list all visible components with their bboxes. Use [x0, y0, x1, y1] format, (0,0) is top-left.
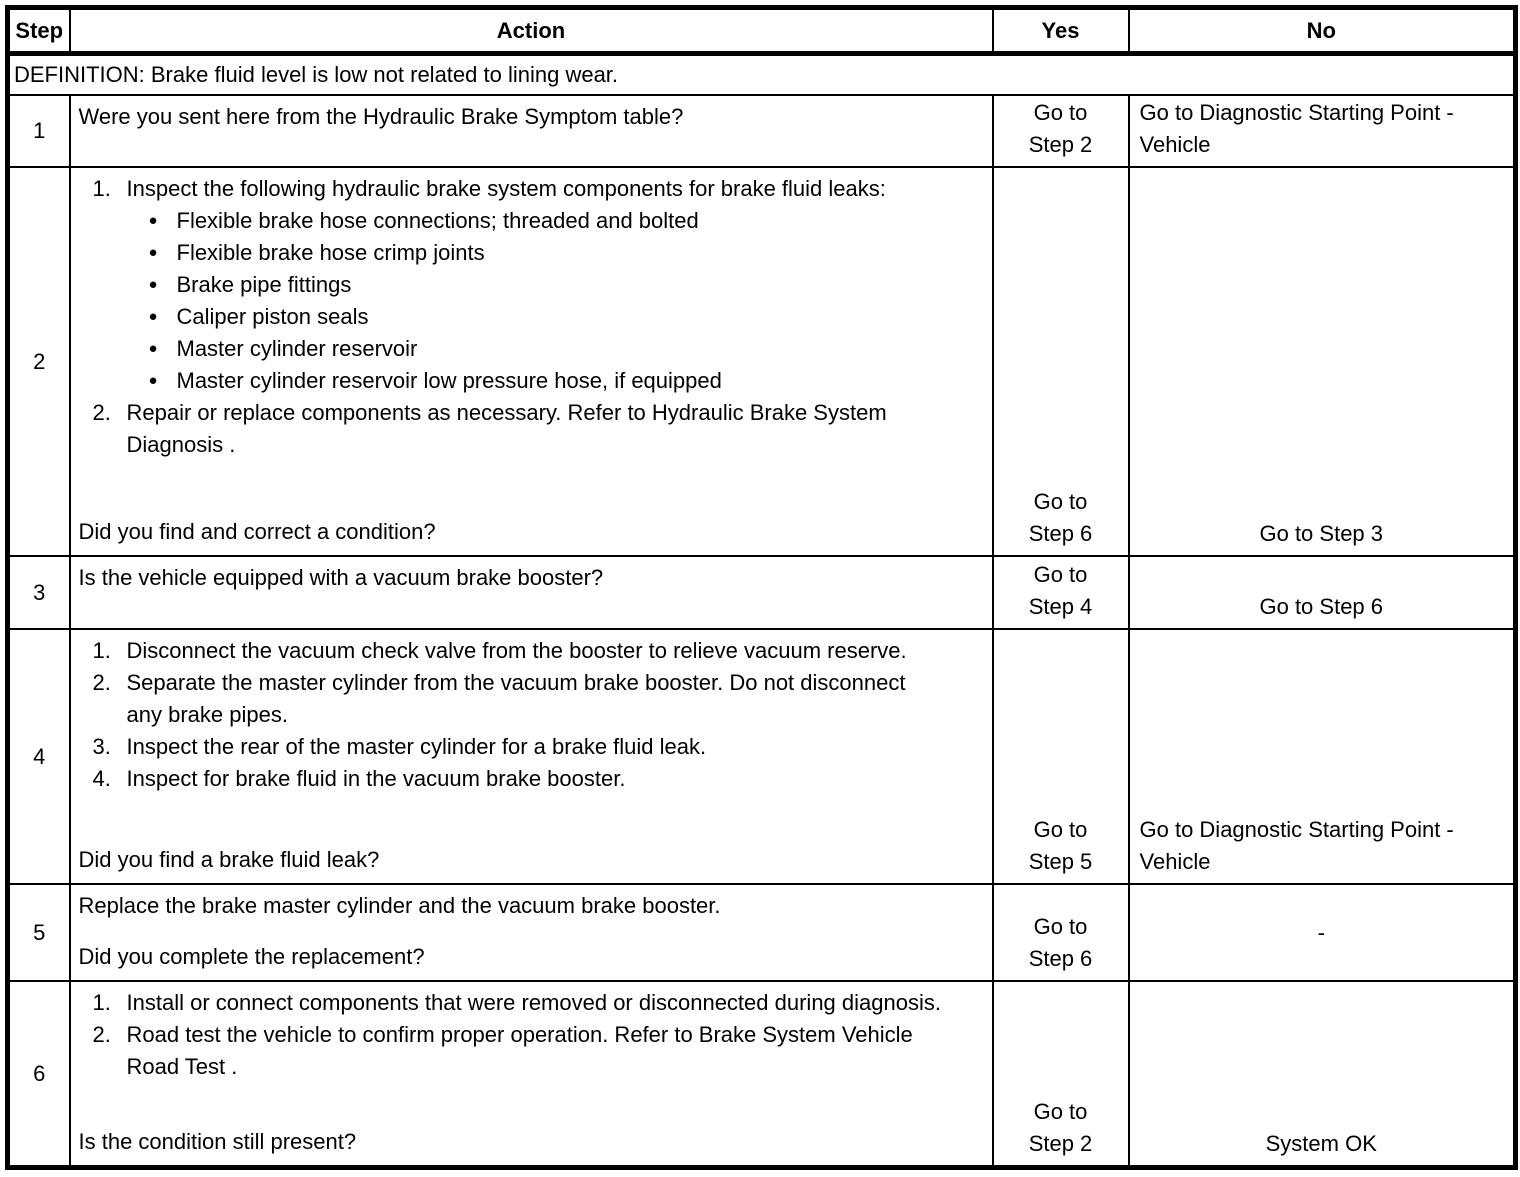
- yes-cell-6: [993, 981, 1129, 1168]
- question-text: Did you find a brake fluid leak?: [78, 847, 380, 872]
- bullet-icon: ●: [148, 372, 158, 389]
- item-number: 1.: [92, 176, 111, 201]
- question-text: Were you sent here from the Hydraulic Brake Symptom table?: [78, 104, 684, 129]
- yes-text: Step 6: [1028, 946, 1093, 971]
- yes-cell-1: [993, 95, 1129, 167]
- statement-text: Replace the brake master cylinder and the vacuum brake booster.: [78, 893, 721, 918]
- item-text: Inspect for brake fluid in the vacuum brake booster.: [126, 766, 626, 791]
- bullet-item: [149, 333, 984, 365]
- yes-text: Go to: [1033, 1099, 1088, 1124]
- yes-text: Step 6: [1028, 521, 1093, 546]
- bullet-item: [149, 205, 984, 237]
- item-text: Separate the master cylinder from the vacuum brake booster. Do not disconnect any brake pipes.: [126, 670, 906, 727]
- numbered-item: [93, 763, 984, 795]
- bullet-icon: ●: [148, 308, 158, 325]
- action-cell-4: [70, 629, 993, 884]
- table-row-step-1: [8, 95, 1516, 167]
- yes-text: Go to: [1033, 562, 1088, 587]
- item-number: 2.: [92, 400, 111, 425]
- bullet-icon: ●: [148, 340, 158, 357]
- item-text: Disconnect the vacuum check valve from the booster to relieve vacuum reserve.: [126, 638, 907, 663]
- numbered-item: [93, 1019, 984, 1083]
- item-text: Road test the vehicle to confirm proper operation. Refer to Brake System Vehicle Road Test .: [126, 1022, 913, 1079]
- step-number-1: 1: [8, 95, 70, 167]
- yes-text: Step 4: [1028, 594, 1093, 619]
- yes-cell-4: [993, 629, 1129, 884]
- yes-text: Step 2: [1028, 1131, 1093, 1156]
- header-step: Step: [8, 8, 70, 54]
- question-text: Did you find and correct a condition?: [78, 519, 436, 544]
- table-row-step-4: [8, 629, 1516, 884]
- yes-text: Step 2: [1028, 132, 1093, 157]
- header-row: [8, 8, 1516, 54]
- no-cell-1: Go to Diagnostic Starting Point - Vehicle: [1129, 95, 1516, 167]
- bullet-text: Brake pipe fittings: [176, 272, 352, 297]
- definition-text: DEFINITION: Brake fluid level is low not related to lining wear.: [8, 54, 1516, 96]
- yes-cell-5: [993, 884, 1129, 981]
- yes-text: Go to: [1033, 489, 1088, 514]
- item-text: Inspect the following hydraulic brake system components for brake fluid leaks:: [126, 176, 886, 201]
- bullet-item: [149, 269, 984, 301]
- numbered-item: [93, 397, 984, 461]
- no-cell-6: System OK: [1129, 981, 1516, 1168]
- item-number: 3.: [92, 734, 111, 759]
- item-number: 2.: [92, 1022, 111, 1047]
- step-number-5: 5: [8, 884, 70, 981]
- no-cell-4: Go to Diagnostic Starting Point - Vehicle: [1129, 629, 1516, 884]
- yes-text: Go to: [1033, 817, 1088, 842]
- bullet-text: Flexible brake hose crimp joints: [176, 240, 485, 265]
- table-row-step-5: [8, 884, 1516, 981]
- step-number-4: 4: [8, 629, 70, 884]
- item-number: 2.: [92, 670, 111, 695]
- item-text: Inspect the rear of the master cylinder for a brake fluid leak.: [126, 734, 707, 759]
- bullet-item: [149, 237, 984, 269]
- item-number: 1.: [92, 638, 111, 663]
- yes-text: Go to: [1033, 100, 1088, 125]
- question-text: Is the condition still present?: [78, 1129, 357, 1154]
- no-cell-2: Go to Step 3: [1129, 167, 1516, 556]
- item-number: 1.: [92, 990, 111, 1015]
- numbered-item: [93, 173, 984, 205]
- action-cell-2: [70, 167, 993, 556]
- no-cell-3: Go to Step 6: [1129, 556, 1516, 629]
- header-yes: Yes: [993, 8, 1129, 54]
- bullet-item: [149, 365, 984, 397]
- yes-text: Step 5: [1028, 849, 1093, 874]
- table-row-step-6: [8, 981, 1516, 1168]
- bullet-icon: ●: [148, 244, 158, 261]
- item-text: Repair or replace components as necessary. Refer to Hydraulic Brake System Diagnosis .: [126, 400, 887, 457]
- step-number-6: 6: [8, 981, 70, 1168]
- item-text: Install or connect components that were removed or disconnected during diagnosis.: [126, 990, 941, 1015]
- bullet-text: Master cylinder reservoir low pressure hose, if equipped: [176, 368, 722, 393]
- step-number-3: 3: [8, 556, 70, 629]
- no-cell-5: -: [1129, 884, 1516, 981]
- action-cell-3: [70, 556, 993, 629]
- bullet-text: Caliper piston seals: [176, 304, 369, 329]
- yes-cell-2: [993, 167, 1129, 556]
- action-cell-6: [70, 981, 993, 1168]
- definition-row: [8, 54, 1516, 96]
- header-no: No: [1129, 8, 1516, 54]
- yes-cell-3: [993, 556, 1129, 629]
- diagnostic-table: [5, 5, 1518, 1170]
- table-row-step-3: [8, 556, 1516, 629]
- item-number: 4.: [92, 766, 111, 791]
- bullet-text: Master cylinder reservoir: [176, 336, 418, 361]
- step-number-2: 2: [8, 167, 70, 556]
- numbered-item: [93, 731, 984, 763]
- bullet-item: [149, 301, 984, 333]
- bullet-text: Flexible brake hose connections; threaded and bolted: [176, 208, 699, 233]
- table-row-step-2: [8, 167, 1516, 556]
- bullet-icon: ●: [148, 212, 158, 229]
- action-cell-1: [70, 95, 993, 167]
- numbered-item: [93, 635, 984, 667]
- header-action: Action: [70, 8, 993, 54]
- yes-text: Go to: [1033, 914, 1088, 939]
- question-text: Is the vehicle equipped with a vacuum brake booster?: [78, 565, 604, 590]
- numbered-item: [93, 987, 984, 1019]
- action-cell-5: [70, 884, 993, 981]
- question-text: Did you complete the replacement?: [78, 944, 425, 969]
- numbered-item: [93, 667, 984, 731]
- bullet-icon: ●: [148, 276, 158, 293]
